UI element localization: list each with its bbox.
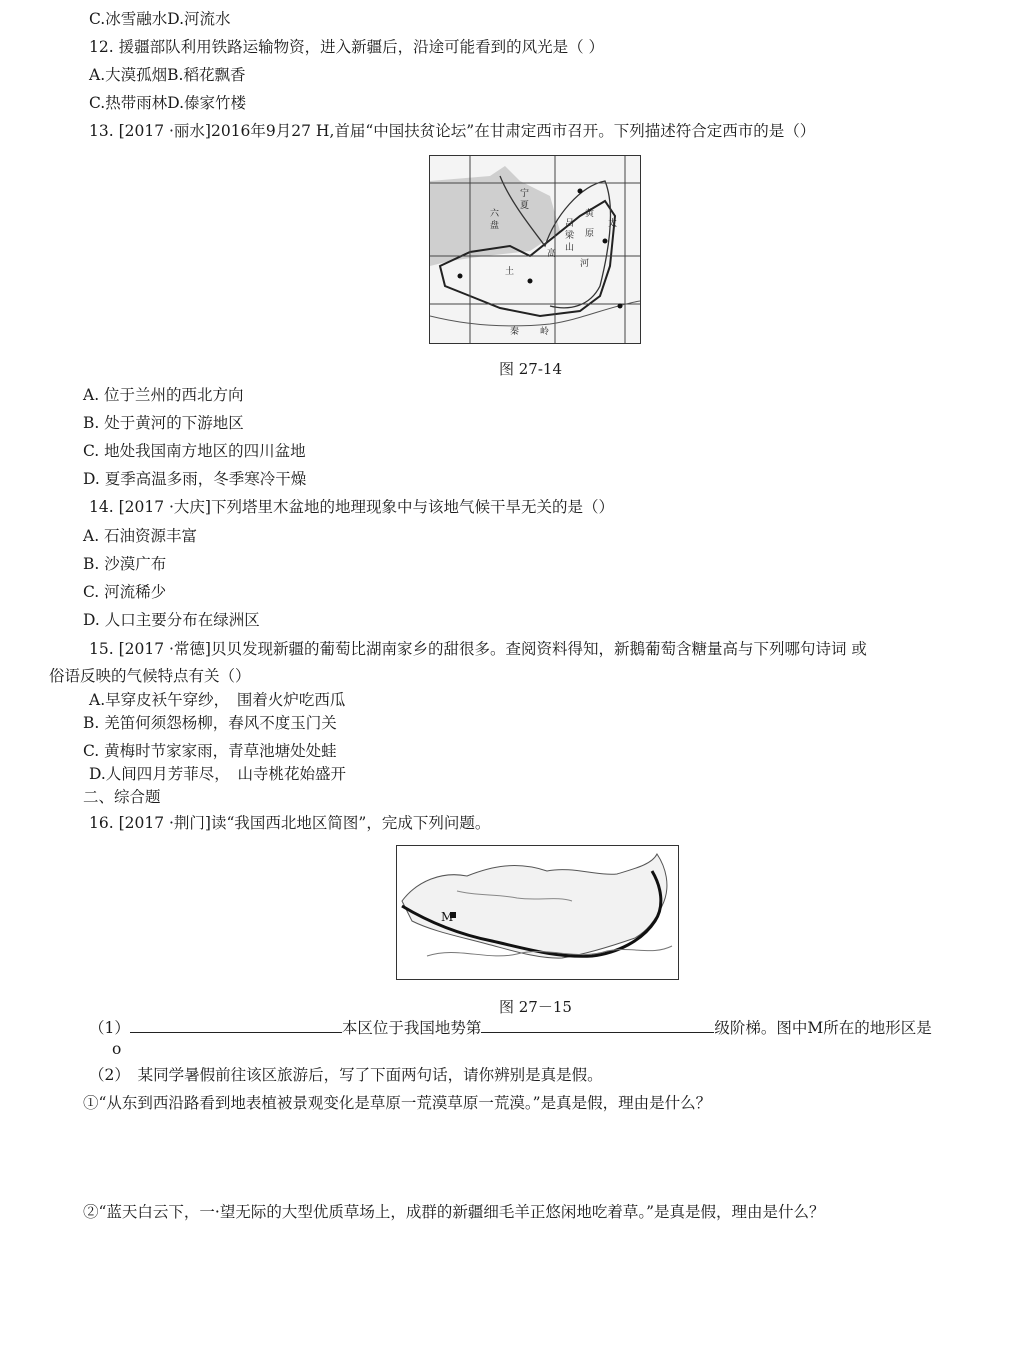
option-a-13: A. 位于兰州的西北方向: [83, 386, 244, 404]
section-heading-2: 二、综合题: [83, 788, 161, 806]
map-label-huang: 黄: [585, 209, 595, 219]
subquestion-1-end: o: [112, 1040, 122, 1058]
option-d-14: D. 人口主要分布在绿洲区: [83, 611, 260, 629]
subquestion-2: （2） 某同学暑假前往该区旅游后，写了下面两句话，请你辨别是真是假。: [89, 1066, 603, 1084]
question-14: 14. [2017 ·大庆]下列塔里木盆地的地理现象中与该地气候干旱无关的是（）: [89, 498, 614, 516]
map-label-tu: 土: [505, 267, 515, 277]
map-figure-27-14: [429, 155, 641, 344]
northwest-china-map: [397, 846, 678, 979]
question-15-line2: 俗语反映的气候特点有关（）: [49, 667, 251, 685]
option-d-13: D. 夏季高温多雨，冬季寒冷干燥: [83, 470, 307, 488]
map-label-qin: 秦: [510, 327, 520, 337]
subquestion-1: [89, 1018, 932, 1038]
answer-blank-2[interactable]: [481, 1018, 714, 1033]
question-12: 12. 援疆部队利用铁路运输物资，进入新疆后，沿途可能看到的风光是（ ）: [89, 38, 605, 56]
question-15-line1: 15. [2017 ·常德]贝贝发现新疆的葡萄比湖南家乡的甜很多。查阅资料得知，新鵝葡萄含糖量高与下列哪句诗词 或: [89, 640, 867, 658]
map-label-he: 河: [580, 259, 590, 269]
question-16: 16. [2017 ·荆门]读“我国西北地区简图”，完成下列问题。: [89, 814, 491, 832]
option-b-14: B. 沙漠广布: [83, 555, 167, 573]
answer-blank-1[interactable]: [130, 1018, 342, 1033]
option-d-15: D.人间四月芳菲尽， 山寺桃花始盛开: [89, 765, 347, 783]
map-figure-27-15: [396, 845, 679, 980]
subquestion-1-number: （1）: [89, 1019, 130, 1037]
map-label-liu: 六: [490, 209, 500, 219]
subquestion-1-tail: 级阶梯。图中M所在的地形区是: [714, 1019, 932, 1037]
option-a-14: A. 石油资源丰富: [83, 527, 198, 545]
figure-27-15-caption: 图 27－15: [499, 998, 572, 1016]
map-label-xia: 夏: [520, 201, 530, 211]
map-label-yuan: 原: [585, 229, 595, 239]
figure-27-14-caption: 图 27-14: [499, 360, 563, 378]
option-cd-12: C.热带雨林D.傣家竹楼: [89, 94, 247, 112]
option-b-15: B. 羌笛何须怨杨柳，春风不度玉门关: [83, 714, 337, 732]
option-a-15: A.早穿皮袄午穿纱， 围着火炉吃西瓜: [89, 691, 346, 709]
option-ab-12: A.大漠孤烟B.稻花飘香: [89, 66, 246, 84]
option-b-13: B. 处于黄河的下游地区: [83, 414, 244, 432]
loess-plateau-map: [430, 156, 640, 343]
map-label-shan: 山: [565, 243, 575, 253]
map-label-tai: 太: [608, 219, 618, 229]
statement-1: ①“从东到西沿路看到地表植被景观变化是草原一荒漠草原一荒漠。”是真是假，理由是什么？: [83, 1094, 712, 1112]
map-label-ning: 宁: [520, 189, 530, 199]
option-c-15: C. 黄梅时节家家雨，青草池塘处处蛙: [83, 742, 337, 760]
subquestion-1-middle: 本区位于我国地势第: [341, 1019, 482, 1037]
map-label-pan: 盘: [490, 221, 500, 231]
option-c-14: C. 河流稀少: [83, 583, 167, 601]
map-label-liang: 梁: [565, 231, 575, 241]
option-c-13: C. 地处我国南方地区的四川盆地: [83, 442, 306, 460]
map-label-lv: 吕: [565, 219, 575, 229]
map-label-m: M: [441, 910, 454, 924]
option-c-12: C.冰雪融水D.河流水: [89, 10, 231, 28]
statement-2: ②“蓝天白云下，一·望无际的大型优质草场上，成群的新疆细毛羊正悠闲地吃着草。”是真是假，理由是什么？: [83, 1203, 825, 1221]
map-label-ling: 岭: [540, 327, 550, 337]
map-label-gao: 高: [547, 249, 557, 259]
question-13: 13. [2017 ·丽水]2016年9月27 H,首届“中国扶贫论坛”在甘肃定西市召开。下列描述符合定西市的是（）: [89, 122, 816, 140]
